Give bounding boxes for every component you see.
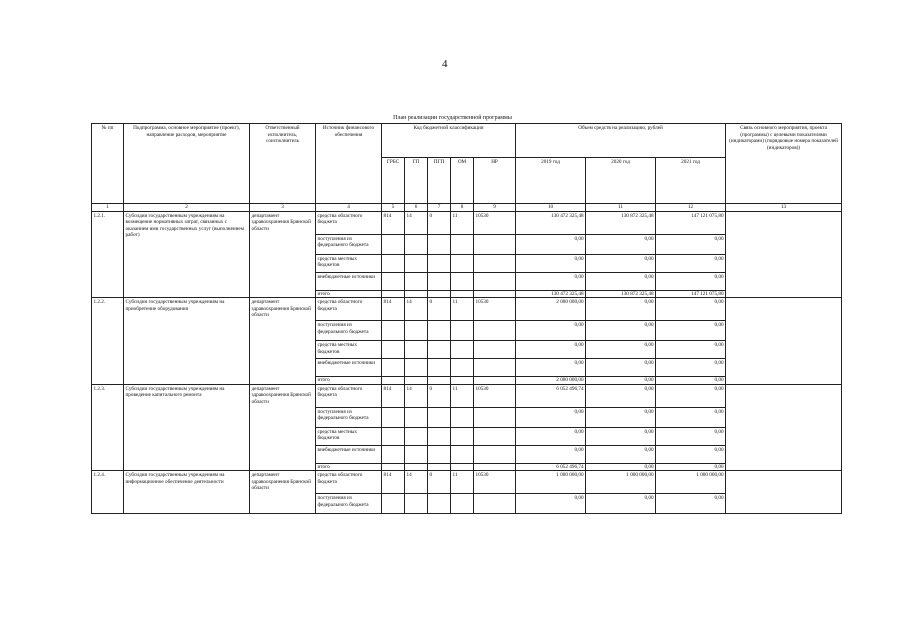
- header-2019: 2019 год: [516, 158, 586, 204]
- code-pgp: 0: [428, 211, 451, 234]
- table-row: [92, 298, 842, 321]
- header-link: Связь основного мероприятия, проекта (программы) с целевыми показателями (индикаторами) (порядковые номера показателей (индикаторов)): [726, 124, 842, 204]
- code-pgp: 0: [428, 471, 451, 494]
- header-source: Источник финансового обеспечения: [316, 124, 382, 204]
- value-2019: 0,00: [516, 494, 586, 514]
- code-gp: 14: [405, 471, 428, 494]
- value-2019: 0,00: [516, 321, 586, 341]
- value-2020: 0,00: [586, 298, 656, 321]
- column-index: 3: [250, 204, 316, 212]
- code-grbs: 814: [382, 471, 405, 494]
- code-om: 11: [451, 384, 474, 407]
- value-2019: 0,00: [516, 445, 586, 463]
- total-2019: 6 052 496,74: [516, 463, 586, 471]
- value-2021: 0,00: [656, 234, 726, 254]
- code-pgp: 0: [428, 298, 451, 321]
- column-index: 7: [428, 204, 451, 212]
- value-2021: 0,00: [656, 272, 726, 290]
- value-2021: 1 000 000,00: [656, 471, 726, 494]
- source-offbudget: внебюджетные источники: [316, 359, 382, 377]
- item-number: 1.2.2.: [92, 298, 124, 385]
- header-pgp: ПГП: [428, 158, 451, 204]
- value-2021: 0,00: [656, 445, 726, 463]
- code-gp: 14: [405, 384, 428, 407]
- total-2021: 0,00: [656, 377, 726, 385]
- item-number: 1.2.1.: [92, 211, 124, 298]
- column-index: 12: [656, 204, 726, 212]
- plan-table: [91, 123, 842, 514]
- link-cell: [726, 384, 842, 471]
- value-2020: 0,00: [586, 234, 656, 254]
- source-total: итого: [316, 377, 382, 385]
- code-om: 11: [451, 298, 474, 321]
- header-responsible: Ответственный исполнитель, соисполнитель: [250, 124, 316, 204]
- value-2021: 0,00: [656, 298, 726, 321]
- value-2019: 0,00: [516, 234, 586, 254]
- item-name: Субсидии государственным учреждениям на возмещение нормативных затрат, связанных с оказанием ими государственных услуг (выполнением работ): [124, 211, 250, 298]
- value-2019: 6 052 496,74: [516, 384, 586, 407]
- header-grbs: ГРБС: [382, 158, 405, 204]
- value-2020: 0,00: [586, 427, 656, 445]
- source-federal: поступления из федерального бюджета: [316, 234, 382, 254]
- code-nr: 10530: [474, 298, 516, 321]
- code-grbs: 814: [382, 298, 405, 321]
- header-num: № пп: [92, 124, 124, 204]
- column-index: 11: [586, 204, 656, 212]
- column-index: 5: [382, 204, 405, 212]
- value-2021: 0,00: [656, 359, 726, 377]
- column-index: 8: [451, 204, 474, 212]
- value-2020: 0,00: [586, 359, 656, 377]
- source-regional: средства областного бюджета: [316, 211, 382, 234]
- value-2020: 0,00: [586, 341, 656, 359]
- value-2019: 130 472 325,48: [516, 211, 586, 234]
- total-2021: 0,00: [656, 463, 726, 471]
- column-index: 9: [474, 204, 516, 212]
- value-2019: 0,00: [516, 254, 586, 272]
- code-grbs: 814: [382, 211, 405, 234]
- value-2020: 0,00: [586, 445, 656, 463]
- code-nr: 10530: [474, 471, 516, 494]
- item-name: Субсидии государственным учреждениям на проведение капитального ремонта: [124, 384, 250, 471]
- link-cell: [726, 298, 842, 385]
- value-2020: 0,00: [586, 321, 656, 341]
- column-index: 13: [726, 204, 842, 212]
- source-offbudget: внебюджетные источники: [316, 445, 382, 463]
- link-cell: [726, 471, 842, 514]
- total-2020: 130 872 325,48: [586, 290, 656, 298]
- value-2021: 0,00: [656, 254, 726, 272]
- item-name: Субсидии государственным учреждениям на приобретение оборудования: [124, 298, 250, 385]
- header-nr: НР: [474, 158, 516, 204]
- code-gp: 14: [405, 298, 428, 321]
- source-offbudget: внебюджетные источники: [316, 272, 382, 290]
- column-index: 6: [405, 204, 428, 212]
- item-responsible: департамент здравоохранения Брянской области: [250, 471, 316, 514]
- value-2019: 0,00: [516, 341, 586, 359]
- source-regional: средства областного бюджета: [316, 471, 382, 494]
- header-budget-code: Код бюджетной классификации: [382, 124, 516, 158]
- total-2019: 2 000 000,00: [516, 377, 586, 385]
- item-number: 1.2.4.: [92, 471, 124, 514]
- header-gp: ГП: [405, 158, 428, 204]
- source-federal: поступления из федерального бюджета: [316, 321, 382, 341]
- code-gp: 14: [405, 211, 428, 234]
- item-responsible: департамент здравоохранения Брянской области: [250, 384, 316, 471]
- value-2021: 147 121 075,80: [656, 211, 726, 234]
- value-2019: 0,00: [516, 359, 586, 377]
- source-total: итого: [316, 290, 382, 298]
- source-federal: поступления из федерального бюджета: [316, 494, 382, 514]
- header-2020: 2020 год: [586, 158, 656, 204]
- header-2021: 2021 год: [656, 158, 726, 204]
- source-regional: средства областного бюджета: [316, 384, 382, 407]
- page-number: 4: [442, 58, 448, 70]
- column-index: 4: [316, 204, 382, 212]
- table-row: [92, 211, 842, 234]
- value-2021: 0,00: [656, 494, 726, 514]
- value-2019: 2 000 000,00: [516, 298, 586, 321]
- item-name: Субсидии государственным учреждениям на информационное обеспечение деятельности: [124, 471, 250, 514]
- value-2020: 0,00: [586, 407, 656, 427]
- source-regional: средства областного бюджета: [316, 298, 382, 321]
- value-2019: 1 000 000,00: [516, 471, 586, 494]
- value-2019: 0,00: [516, 272, 586, 290]
- column-index: 1: [92, 204, 124, 212]
- item-number: 1.2.3.: [92, 384, 124, 471]
- value-2021: 0,00: [656, 384, 726, 407]
- item-responsible: департамент здравоохранения Брянской области: [250, 211, 316, 298]
- total-2019: 130 472 325,48: [516, 290, 586, 298]
- header-volume: Объем средств на реализацию, рублей: [516, 124, 726, 158]
- source-total: итого: [316, 463, 382, 471]
- total-2020: 0,00: [586, 463, 656, 471]
- value-2021: 0,00: [656, 427, 726, 445]
- value-2020: 0,00: [586, 272, 656, 290]
- value-2020: 1 000 000,00: [586, 471, 656, 494]
- value-2021: 0,00: [656, 407, 726, 427]
- code-om: 11: [451, 211, 474, 234]
- column-index: 2: [124, 204, 250, 212]
- column-index-row: [92, 204, 842, 212]
- source-local: средства местных бюджетов: [316, 427, 382, 445]
- source-local: средства местных бюджетов: [316, 341, 382, 359]
- value-2021: 0,00: [656, 321, 726, 341]
- value-2020: 130 872 325,48: [586, 211, 656, 234]
- total-2020: 0,00: [586, 377, 656, 385]
- value-2021: 0,00: [656, 341, 726, 359]
- value-2020: 0,00: [586, 494, 656, 514]
- value-2020: 0,00: [586, 384, 656, 407]
- value-2019: 0,00: [516, 407, 586, 427]
- link-cell: [726, 211, 842, 298]
- value-2019: 0,00: [516, 427, 586, 445]
- code-grbs: 814: [382, 384, 405, 407]
- code-om: 11: [451, 471, 474, 494]
- code-nr: 10530: [474, 384, 516, 407]
- table-row: [92, 471, 842, 494]
- column-index: 10: [516, 204, 586, 212]
- value-2020: 0,00: [586, 254, 656, 272]
- table-row: [92, 384, 842, 407]
- total-2021: 147 121 075,80: [656, 290, 726, 298]
- code-pgp: 0: [428, 384, 451, 407]
- source-federal: поступления из федерального бюджета: [316, 407, 382, 427]
- header-om: ОМ: [451, 158, 474, 204]
- source-local: средства местных бюджетов: [316, 254, 382, 272]
- code-nr: 10530: [474, 211, 516, 234]
- document-title: План реализации государственной программы: [393, 115, 512, 121]
- header-subprogram: Подпрограмма, основное мероприятие (проект), направление расходов, мероприятие: [124, 124, 250, 204]
- item-responsible: департамент здравоохранения Брянской области: [250, 298, 316, 385]
